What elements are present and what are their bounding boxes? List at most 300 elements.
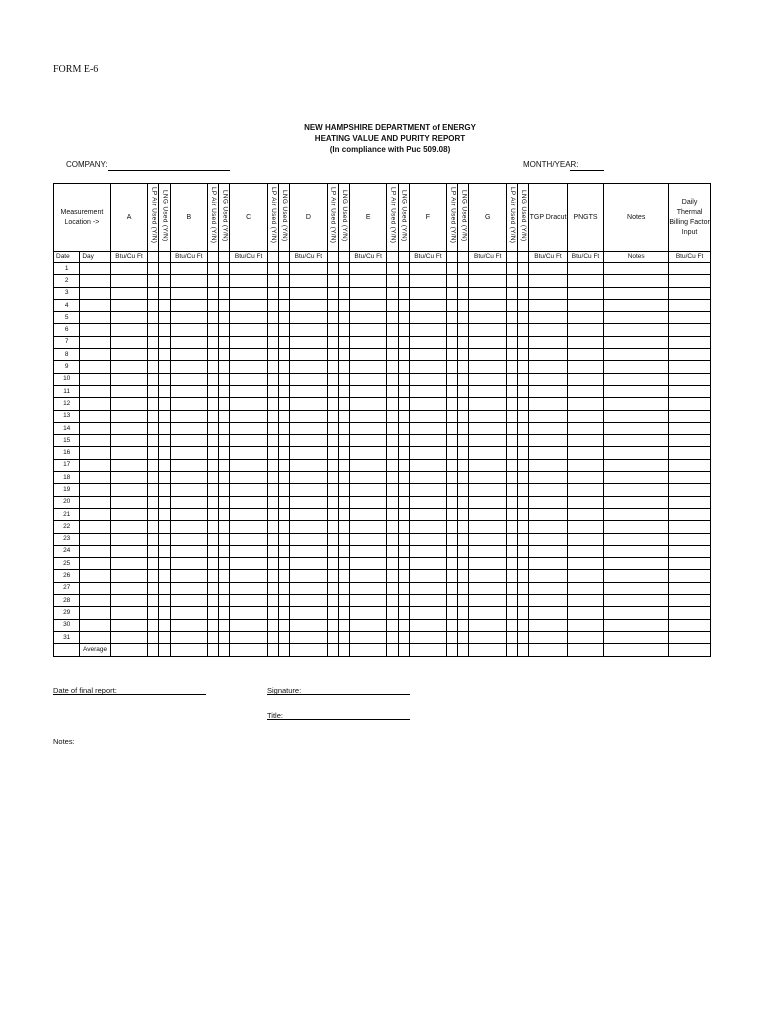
average-cell[interactable]	[604, 644, 669, 656]
entry-cell[interactable]	[387, 521, 398, 533]
entry-cell[interactable]	[338, 373, 349, 385]
entry-cell[interactable]	[290, 508, 328, 520]
entry-cell[interactable]	[604, 459, 669, 471]
entry-cell[interactable]	[409, 410, 447, 422]
entry-cell[interactable]	[170, 336, 208, 348]
entry-cell[interactable]	[349, 336, 387, 348]
entry-cell[interactable]	[398, 619, 409, 631]
entry-cell[interactable]	[458, 558, 469, 570]
entry-cell[interactable]	[290, 336, 328, 348]
entry-cell[interactable]	[80, 361, 110, 373]
entry-cell[interactable]	[148, 595, 159, 607]
entry-cell[interactable]	[447, 263, 458, 275]
entry-cell[interactable]	[529, 349, 568, 361]
entry-cell[interactable]	[518, 545, 529, 557]
entry-cell[interactable]	[567, 607, 603, 619]
entry-cell[interactable]	[327, 263, 338, 275]
entry-cell[interactable]	[529, 312, 568, 324]
entry-cell[interactable]	[506, 607, 517, 619]
entry-cell[interactable]	[447, 607, 458, 619]
entry-cell[interactable]	[409, 435, 447, 447]
entry-cell[interactable]	[458, 410, 469, 422]
entry-cell[interactable]	[469, 275, 507, 287]
entry-cell[interactable]	[290, 373, 328, 385]
entry-cell[interactable]	[409, 422, 447, 434]
entry-cell[interactable]	[604, 373, 669, 385]
entry-cell[interactable]	[447, 545, 458, 557]
entry-cell[interactable]	[398, 484, 409, 496]
entry-cell[interactable]	[230, 349, 268, 361]
entry-cell[interactable]	[338, 484, 349, 496]
entry-cell[interactable]	[148, 619, 159, 631]
entry-cell[interactable]	[267, 484, 278, 496]
entry-cell[interactable]	[267, 619, 278, 631]
entry-cell[interactable]	[518, 398, 529, 410]
entry-cell[interactable]	[327, 508, 338, 520]
entry-cell[interactable]	[669, 533, 711, 545]
entry-cell[interactable]	[327, 607, 338, 619]
entry-cell[interactable]	[349, 275, 387, 287]
entry-cell[interactable]	[669, 447, 711, 459]
entry-cell[interactable]	[447, 349, 458, 361]
entry-cell[interactable]	[469, 582, 507, 594]
entry-cell[interactable]	[387, 361, 398, 373]
entry-cell[interactable]	[458, 533, 469, 545]
entry-cell[interactable]	[387, 595, 398, 607]
entry-cell[interactable]	[290, 287, 328, 299]
entry-cell[interactable]	[567, 324, 603, 336]
entry-cell[interactable]	[148, 361, 159, 373]
entry-cell[interactable]	[290, 619, 328, 631]
entry-cell[interactable]	[506, 496, 517, 508]
entry-cell[interactable]	[110, 435, 148, 447]
entry-cell[interactable]	[170, 508, 208, 520]
entry-cell[interactable]	[80, 631, 110, 643]
entry-cell[interactable]	[230, 521, 268, 533]
entry-cell[interactable]	[338, 410, 349, 422]
entry-cell[interactable]	[469, 312, 507, 324]
entry-cell[interactable]	[669, 484, 711, 496]
entry-cell[interactable]	[208, 508, 219, 520]
entry-cell[interactable]	[267, 361, 278, 373]
entry-cell[interactable]	[458, 582, 469, 594]
entry-cell[interactable]	[338, 521, 349, 533]
average-cell[interactable]	[398, 644, 409, 656]
entry-cell[interactable]	[567, 570, 603, 582]
entry-cell[interactable]	[338, 533, 349, 545]
entry-cell[interactable]	[409, 582, 447, 594]
entry-cell[interactable]	[170, 533, 208, 545]
entry-cell[interactable]	[219, 582, 230, 594]
entry-cell[interactable]	[506, 521, 517, 533]
entry-cell[interactable]	[148, 508, 159, 520]
average-cell[interactable]	[327, 644, 338, 656]
entry-cell[interactable]	[278, 496, 289, 508]
entry-cell[interactable]	[506, 558, 517, 570]
entry-cell[interactable]	[267, 373, 278, 385]
average-cell[interactable]	[447, 644, 458, 656]
entry-cell[interactable]	[148, 398, 159, 410]
entry-cell[interactable]	[604, 275, 669, 287]
entry-cell[interactable]	[669, 619, 711, 631]
entry-cell[interactable]	[230, 287, 268, 299]
entry-cell[interactable]	[567, 459, 603, 471]
entry-cell[interactable]	[529, 324, 568, 336]
entry-cell[interactable]	[469, 472, 507, 484]
entry-cell[interactable]	[208, 521, 219, 533]
entry-cell[interactable]	[469, 447, 507, 459]
entry-cell[interactable]	[529, 361, 568, 373]
entry-cell[interactable]	[349, 521, 387, 533]
average-cell[interactable]	[506, 644, 517, 656]
entry-cell[interactable]	[518, 312, 529, 324]
entry-cell[interactable]	[230, 459, 268, 471]
entry-cell[interactable]	[604, 570, 669, 582]
entry-cell[interactable]	[506, 619, 517, 631]
entry-cell[interactable]	[208, 312, 219, 324]
entry-cell[interactable]	[447, 533, 458, 545]
entry-cell[interactable]	[230, 385, 268, 397]
entry-cell[interactable]	[290, 349, 328, 361]
entry-cell[interactable]	[290, 607, 328, 619]
entry-cell[interactable]	[447, 373, 458, 385]
entry-cell[interactable]	[219, 472, 230, 484]
entry-cell[interactable]	[148, 324, 159, 336]
entry-cell[interactable]	[518, 299, 529, 311]
entry-cell[interactable]	[518, 349, 529, 361]
entry-cell[interactable]	[80, 398, 110, 410]
entry-cell[interactable]	[338, 582, 349, 594]
entry-cell[interactable]	[447, 336, 458, 348]
entry-cell[interactable]	[349, 398, 387, 410]
entry-cell[interactable]	[80, 459, 110, 471]
entry-cell[interactable]	[148, 558, 159, 570]
entry-cell[interactable]	[170, 558, 208, 570]
entry-cell[interactable]	[338, 299, 349, 311]
entry-cell[interactable]	[327, 422, 338, 434]
entry-cell[interactable]	[290, 558, 328, 570]
entry-cell[interactable]	[278, 619, 289, 631]
entry-cell[interactable]	[110, 361, 148, 373]
entry-cell[interactable]	[267, 521, 278, 533]
entry-cell[interactable]	[267, 435, 278, 447]
entry-cell[interactable]	[529, 422, 568, 434]
entry-cell[interactable]	[80, 533, 110, 545]
entry-cell[interactable]	[458, 275, 469, 287]
entry-cell[interactable]	[398, 349, 409, 361]
entry-cell[interactable]	[506, 373, 517, 385]
average-cell[interactable]	[469, 644, 507, 656]
signature-field[interactable]	[267, 694, 410, 695]
entry-cell[interactable]	[208, 533, 219, 545]
entry-cell[interactable]	[230, 398, 268, 410]
entry-cell[interactable]	[447, 410, 458, 422]
entry-cell[interactable]	[219, 410, 230, 422]
entry-cell[interactable]	[338, 287, 349, 299]
entry-cell[interactable]	[219, 619, 230, 631]
entry-cell[interactable]	[338, 631, 349, 643]
entry-cell[interactable]	[469, 570, 507, 582]
entry-cell[interactable]	[409, 607, 447, 619]
entry-cell[interactable]	[219, 361, 230, 373]
entry-cell[interactable]	[398, 287, 409, 299]
entry-cell[interactable]	[669, 595, 711, 607]
entry-cell[interactable]	[567, 361, 603, 373]
entry-cell[interactable]	[170, 607, 208, 619]
entry-cell[interactable]	[518, 324, 529, 336]
entry-cell[interactable]	[230, 422, 268, 434]
entry-cell[interactable]	[469, 459, 507, 471]
entry-cell[interactable]	[506, 287, 517, 299]
entry-cell[interactable]	[278, 545, 289, 557]
entry-cell[interactable]	[230, 435, 268, 447]
entry-cell[interactable]	[159, 312, 170, 324]
entry-cell[interactable]	[170, 595, 208, 607]
entry-cell[interactable]	[518, 484, 529, 496]
entry-cell[interactable]	[529, 410, 568, 422]
entry-cell[interactable]	[230, 631, 268, 643]
entry-cell[interactable]	[159, 324, 170, 336]
entry-cell[interactable]	[230, 336, 268, 348]
entry-cell[interactable]	[447, 398, 458, 410]
entry-cell[interactable]	[469, 422, 507, 434]
entry-cell[interactable]	[567, 422, 603, 434]
entry-cell[interactable]	[230, 619, 268, 631]
entry-cell[interactable]	[208, 607, 219, 619]
entry-cell[interactable]	[80, 472, 110, 484]
entry-cell[interactable]	[567, 275, 603, 287]
entry-cell[interactable]	[80, 508, 110, 520]
entry-cell[interactable]	[159, 607, 170, 619]
entry-cell[interactable]	[278, 484, 289, 496]
entry-cell[interactable]	[230, 472, 268, 484]
entry-cell[interactable]	[170, 275, 208, 287]
entry-cell[interactable]	[148, 545, 159, 557]
entry-cell[interactable]	[506, 472, 517, 484]
entry-cell[interactable]	[338, 263, 349, 275]
entry-cell[interactable]	[338, 385, 349, 397]
entry-cell[interactable]	[349, 570, 387, 582]
entry-cell[interactable]	[447, 631, 458, 643]
entry-cell[interactable]	[529, 287, 568, 299]
entry-cell[interactable]	[409, 275, 447, 287]
entry-cell[interactable]	[447, 582, 458, 594]
entry-cell[interactable]	[230, 545, 268, 557]
entry-cell[interactable]	[159, 533, 170, 545]
entry-cell[interactable]	[278, 263, 289, 275]
average-cell[interactable]	[148, 644, 159, 656]
entry-cell[interactable]	[219, 373, 230, 385]
entry-cell[interactable]	[219, 459, 230, 471]
month-year-field[interactable]	[570, 170, 604, 171]
entry-cell[interactable]	[567, 582, 603, 594]
entry-cell[interactable]	[506, 447, 517, 459]
entry-cell[interactable]	[80, 521, 110, 533]
entry-cell[interactable]	[518, 570, 529, 582]
entry-cell[interactable]	[80, 336, 110, 348]
entry-cell[interactable]	[148, 533, 159, 545]
entry-cell[interactable]	[458, 521, 469, 533]
entry-cell[interactable]	[409, 299, 447, 311]
entry-cell[interactable]	[518, 582, 529, 594]
entry-cell[interactable]	[409, 459, 447, 471]
entry-cell[interactable]	[567, 521, 603, 533]
entry-cell[interactable]	[447, 299, 458, 311]
entry-cell[interactable]	[80, 385, 110, 397]
entry-cell[interactable]	[170, 631, 208, 643]
entry-cell[interactable]	[170, 410, 208, 422]
entry-cell[interactable]	[219, 570, 230, 582]
entry-cell[interactable]	[170, 496, 208, 508]
entry-cell[interactable]	[398, 275, 409, 287]
entry-cell[interactable]	[604, 435, 669, 447]
entry-cell[interactable]	[110, 459, 148, 471]
entry-cell[interactable]	[669, 410, 711, 422]
entry-cell[interactable]	[409, 496, 447, 508]
entry-cell[interactable]	[230, 582, 268, 594]
entry-cell[interactable]	[604, 447, 669, 459]
entry-cell[interactable]	[219, 263, 230, 275]
entry-cell[interactable]	[458, 312, 469, 324]
entry-cell[interactable]	[267, 496, 278, 508]
entry-cell[interactable]	[80, 299, 110, 311]
entry-cell[interactable]	[506, 459, 517, 471]
entry-cell[interactable]	[529, 398, 568, 410]
entry-cell[interactable]	[349, 459, 387, 471]
entry-cell[interactable]	[567, 484, 603, 496]
entry-cell[interactable]	[338, 336, 349, 348]
entry-cell[interactable]	[148, 349, 159, 361]
entry-cell[interactable]	[669, 558, 711, 570]
entry-cell[interactable]	[447, 484, 458, 496]
entry-cell[interactable]	[349, 508, 387, 520]
entry-cell[interactable]	[267, 385, 278, 397]
entry-cell[interactable]	[349, 299, 387, 311]
entry-cell[interactable]	[669, 607, 711, 619]
entry-cell[interactable]	[219, 336, 230, 348]
entry-cell[interactable]	[604, 349, 669, 361]
entry-cell[interactable]	[327, 299, 338, 311]
entry-cell[interactable]	[409, 361, 447, 373]
entry-cell[interactable]	[278, 349, 289, 361]
entry-cell[interactable]	[529, 496, 568, 508]
average-cell[interactable]	[110, 644, 148, 656]
entry-cell[interactable]	[469, 385, 507, 397]
entry-cell[interactable]	[159, 361, 170, 373]
entry-cell[interactable]	[159, 398, 170, 410]
entry-cell[interactable]	[409, 619, 447, 631]
entry-cell[interactable]	[327, 349, 338, 361]
entry-cell[interactable]	[148, 422, 159, 434]
entry-cell[interactable]	[338, 312, 349, 324]
entry-cell[interactable]	[327, 545, 338, 557]
entry-cell[interactable]	[338, 558, 349, 570]
entry-cell[interactable]	[398, 533, 409, 545]
entry-cell[interactable]	[447, 312, 458, 324]
entry-cell[interactable]	[170, 287, 208, 299]
entry-cell[interactable]	[230, 595, 268, 607]
entry-cell[interactable]	[518, 607, 529, 619]
entry-cell[interactable]	[349, 619, 387, 631]
entry-cell[interactable]	[518, 373, 529, 385]
entry-cell[interactable]	[267, 287, 278, 299]
entry-cell[interactable]	[327, 398, 338, 410]
entry-cell[interactable]	[208, 373, 219, 385]
entry-cell[interactable]	[506, 263, 517, 275]
entry-cell[interactable]	[469, 410, 507, 422]
entry-cell[interactable]	[398, 508, 409, 520]
entry-cell[interactable]	[349, 582, 387, 594]
entry-cell[interactable]	[208, 545, 219, 557]
entry-cell[interactable]	[267, 545, 278, 557]
entry-cell[interactable]	[230, 410, 268, 422]
entry-cell[interactable]	[338, 361, 349, 373]
entry-cell[interactable]	[327, 287, 338, 299]
entry-cell[interactable]	[604, 287, 669, 299]
entry-cell[interactable]	[469, 533, 507, 545]
entry-cell[interactable]	[349, 631, 387, 643]
entry-cell[interactable]	[387, 582, 398, 594]
entry-cell[interactable]	[208, 472, 219, 484]
entry-cell[interactable]	[159, 263, 170, 275]
entry-cell[interactable]	[230, 299, 268, 311]
entry-cell[interactable]	[80, 373, 110, 385]
entry-cell[interactable]	[110, 447, 148, 459]
entry-cell[interactable]	[506, 533, 517, 545]
entry-cell[interactable]	[278, 324, 289, 336]
entry-cell[interactable]	[267, 582, 278, 594]
entry-cell[interactable]	[148, 484, 159, 496]
entry-cell[interactable]	[469, 484, 507, 496]
average-cell[interactable]	[529, 644, 568, 656]
entry-cell[interactable]	[338, 275, 349, 287]
entry-cell[interactable]	[170, 398, 208, 410]
entry-cell[interactable]	[80, 324, 110, 336]
entry-cell[interactable]	[447, 361, 458, 373]
entry-cell[interactable]	[518, 472, 529, 484]
entry-cell[interactable]	[458, 484, 469, 496]
entry-cell[interactable]	[159, 422, 170, 434]
entry-cell[interactable]	[506, 349, 517, 361]
entry-cell[interactable]	[327, 595, 338, 607]
entry-cell[interactable]	[458, 263, 469, 275]
entry-cell[interactable]	[219, 385, 230, 397]
entry-cell[interactable]	[387, 312, 398, 324]
entry-cell[interactable]	[148, 312, 159, 324]
entry-cell[interactable]	[567, 619, 603, 631]
entry-cell[interactable]	[267, 570, 278, 582]
entry-cell[interactable]	[506, 631, 517, 643]
entry-cell[interactable]	[290, 631, 328, 643]
entry-cell[interactable]	[208, 570, 219, 582]
entry-cell[interactable]	[604, 484, 669, 496]
entry-cell[interactable]	[506, 385, 517, 397]
entry-cell[interactable]	[278, 459, 289, 471]
entry-cell[interactable]	[159, 570, 170, 582]
entry-cell[interactable]	[327, 472, 338, 484]
entry-cell[interactable]	[604, 263, 669, 275]
entry-cell[interactable]	[409, 595, 447, 607]
entry-cell[interactable]	[447, 496, 458, 508]
entry-cell[interactable]	[398, 312, 409, 324]
entry-cell[interactable]	[159, 545, 170, 557]
entry-cell[interactable]	[458, 324, 469, 336]
average-cell[interactable]	[387, 644, 398, 656]
entry-cell[interactable]	[159, 410, 170, 422]
entry-cell[interactable]	[208, 496, 219, 508]
entry-cell[interactable]	[387, 275, 398, 287]
date-final-report-field[interactable]	[53, 694, 206, 695]
